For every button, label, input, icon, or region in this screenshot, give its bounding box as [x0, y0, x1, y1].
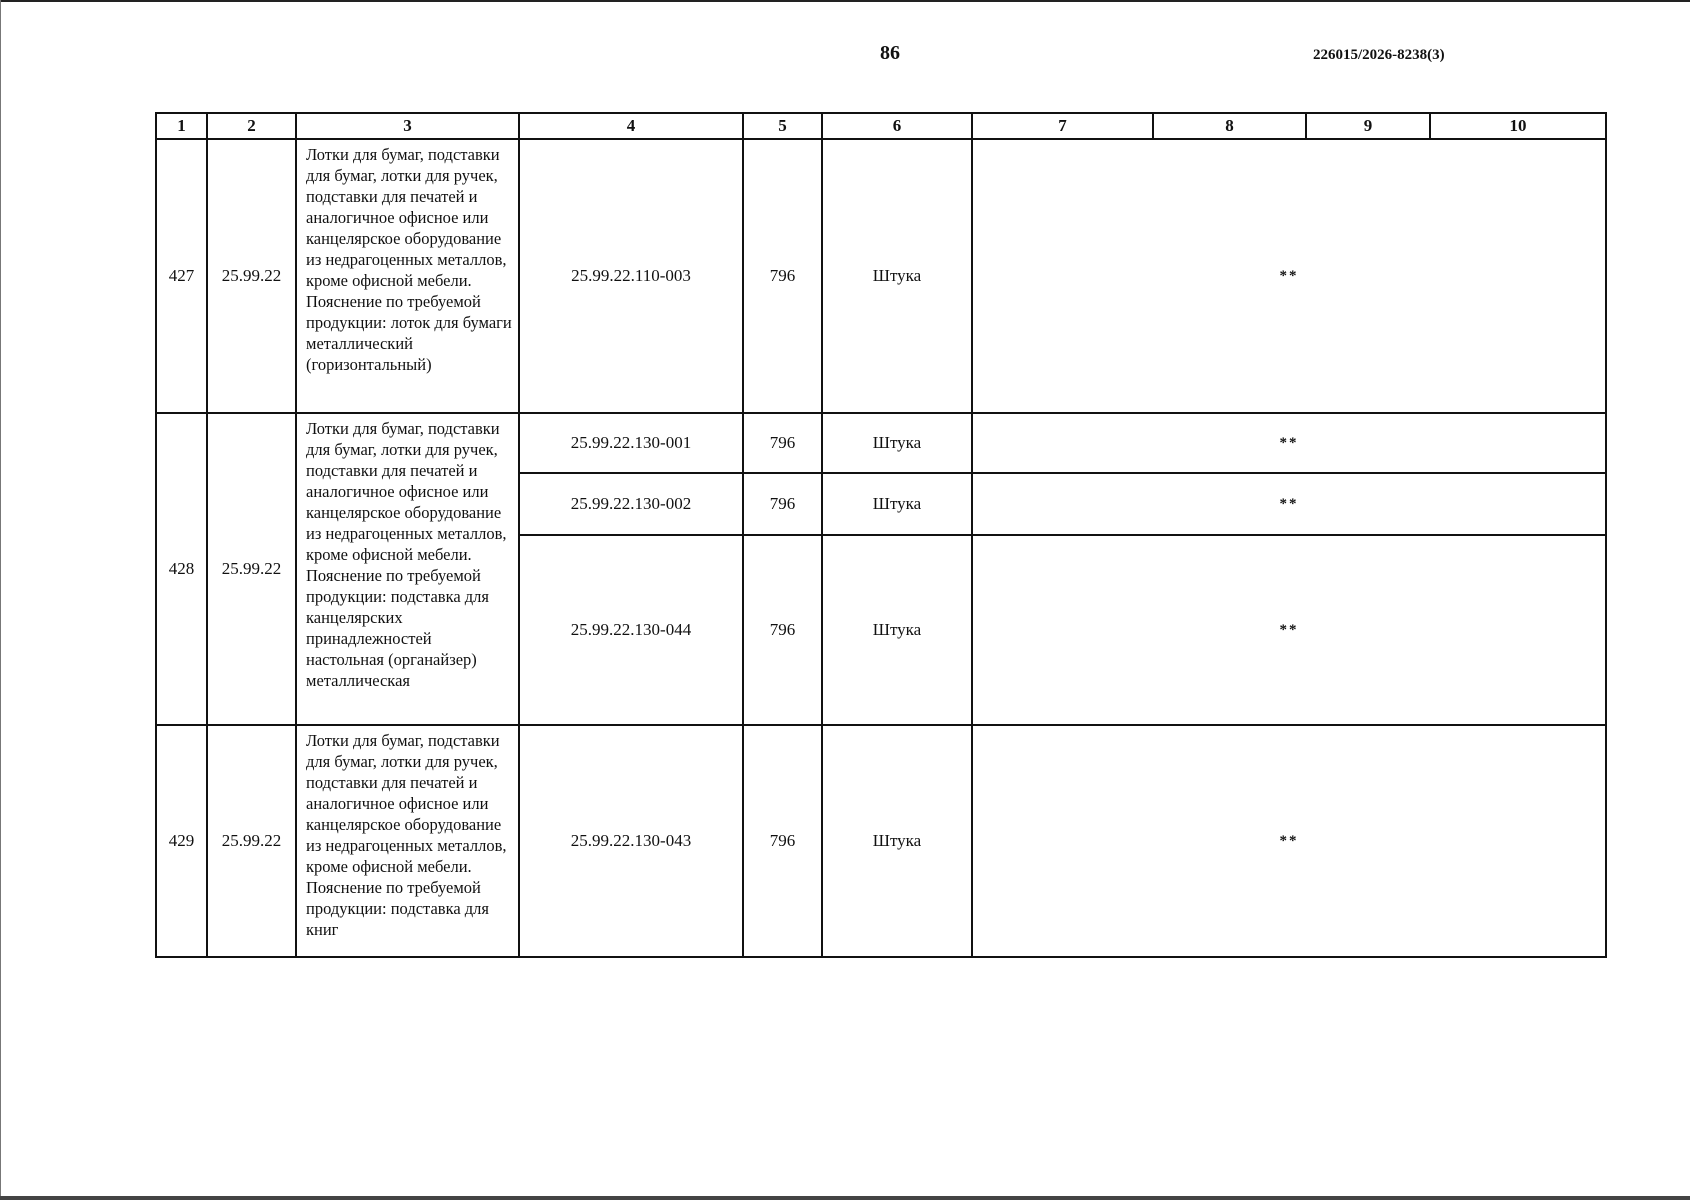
characteristics-note: ** — [972, 139, 1606, 413]
characteristics-note: ** — [972, 535, 1606, 725]
table-row — [156, 413, 1606, 473]
okei-code: 796 — [743, 725, 822, 957]
row-number: 428 — [156, 413, 207, 725]
scan-top-edge — [0, 0, 1690, 2]
col-header-2: 2 — [207, 113, 296, 139]
col-header-8: 8 — [1153, 113, 1306, 139]
unit-name: Штука — [822, 413, 972, 473]
ktru-code: 25.99.22.130-044 — [519, 535, 743, 725]
col-header-4: 4 — [519, 113, 743, 139]
unit-name: Штука — [822, 473, 972, 535]
document-id: 226015/2026-8238(3) — [1313, 47, 1445, 63]
table-row — [156, 139, 1606, 413]
okpd-code: 25.99.22 — [207, 413, 296, 725]
table-row — [156, 725, 1606, 957]
okpd-code: 25.99.22 — [207, 139, 296, 413]
col-header-10: 10 — [1430, 113, 1606, 139]
product-description: Лотки для бумаг, подставки для бумаг, лотки для ручек, подставки для печатей и аналогичное офисное или канцелярское оборудование из недрагоценных металлов, кроме офисной мебели. Пояснение по требуемой продукции: подставка для канцелярских принадлежностей настольная (органайзер) металлическая — [296, 413, 519, 725]
scan-left-edge — [0, 0, 1, 1200]
okei-code: 796 — [743, 535, 822, 725]
okei-code: 796 — [743, 139, 822, 413]
characteristics-note: ** — [972, 473, 1606, 535]
col-header-6: 6 — [822, 113, 972, 139]
ktru-code: 25.99.22.130-001 — [519, 413, 743, 473]
scan-bottom-edge — [0, 1196, 1690, 1200]
table-header-row — [156, 113, 1606, 139]
col-header-3: 3 — [296, 113, 519, 139]
okpd-code: 25.99.22 — [207, 725, 296, 957]
unit-name: Штука — [822, 725, 972, 957]
product-description: Лотки для бумаг, подставки для бумаг, лотки для ручек, подставки для печатей и аналогичное офисное или канцелярское оборудование из недрагоценных металлов, кроме офисной мебели. Пояснение по требуемой продукции: подставка для книг — [296, 725, 519, 957]
ktru-code: 25.99.22.110-003 — [519, 139, 743, 413]
col-header-9: 9 — [1306, 113, 1430, 139]
okei-code: 796 — [743, 473, 822, 535]
okei-code: 796 — [743, 413, 822, 473]
characteristics-note: ** — [972, 725, 1606, 957]
col-header-7: 7 — [972, 113, 1153, 139]
col-header-5: 5 — [743, 113, 822, 139]
products-table — [155, 112, 1607, 958]
ktru-code: 25.99.22.130-043 — [519, 725, 743, 957]
unit-name: Штука — [822, 535, 972, 725]
characteristics-note: ** — [972, 413, 1606, 473]
col-header-1: 1 — [156, 113, 207, 139]
ktru-code: 25.99.22.130-002 — [519, 473, 743, 535]
product-description: Лотки для бумаг, подставки для бумаг, лотки для ручек, подставки для печатей и аналогичное офисное или канцелярское оборудование из недрагоценных металлов, кроме офисной мебели. Пояснение по требуемой продукции: лоток для бумаги металлический (горизонтальный) — [296, 139, 519, 413]
unit-name: Штука — [822, 139, 972, 413]
page-number: 86 — [880, 42, 900, 64]
row-number: 427 — [156, 139, 207, 413]
row-number: 429 — [156, 725, 207, 957]
